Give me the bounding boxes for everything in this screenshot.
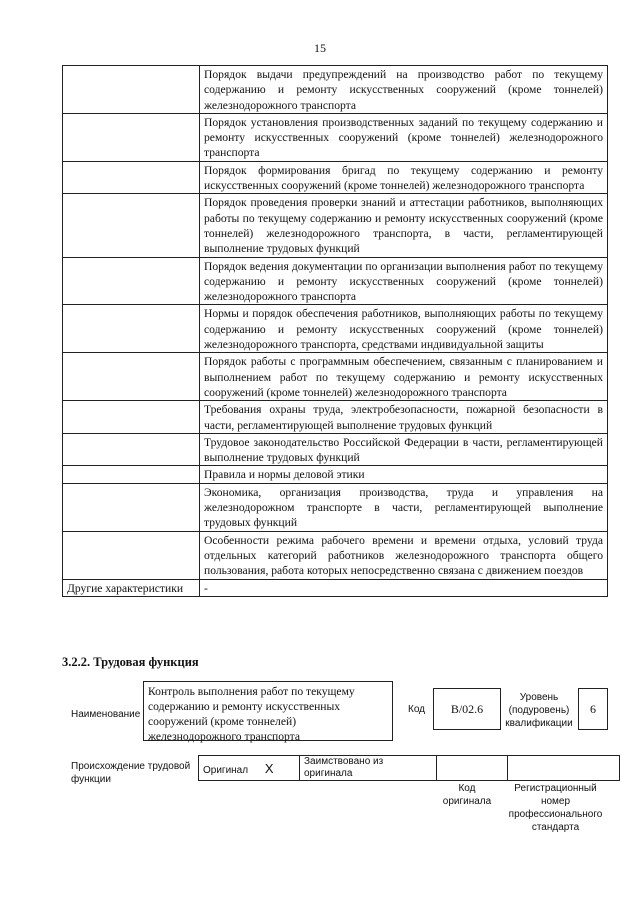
empty-cell	[63, 531, 200, 579]
empty-cell	[63, 433, 200, 466]
origin-table	[198, 755, 620, 781]
requirement-item: Порядок ведения документации по организации выполнения работ по текущему содержанию и ремонту искусственных сооружений (кроме тоннелей) железнодорожного транспорта	[200, 257, 608, 305]
empty-cell	[63, 305, 200, 353]
requirement-item: Порядок установления производственных заданий по текущему содержанию и ремонту искусственных сооружений (кроме тоннелей) железнодорожного транспорта	[200, 113, 608, 161]
table-row	[63, 401, 608, 434]
requirement-item: Нормы и порядок обеспечения работников, выполняющих работы по текущему содержанию и ремонту искусственных сооружений (кроме тоннелей) железнодорожного транспорта, средствами индивидуальной защиты	[200, 305, 608, 353]
function-name-box	[143, 681, 393, 741]
other-characteristics-label: Другие характеристики	[63, 579, 200, 596]
empty-cell	[63, 161, 200, 194]
empty-cell	[63, 466, 200, 483]
requirement-item: Порядок выдачи предупреждений на производство работ по текущему содержанию и ремонту искусственных сооружений (кроме тоннелей) железнодорожного транспорта	[200, 66, 608, 114]
table-row	[63, 466, 608, 483]
empty-cell	[63, 353, 200, 401]
origin-label: Происхождение трудовой функции	[71, 761, 191, 785]
level-value: 6	[590, 702, 596, 716]
reg-number-cell	[508, 756, 620, 781]
original-code-label: Код оригинала	[442, 783, 492, 807]
requirement-item: Порядок работы с программным обеспечением, связанным с планированием и выполнением работ по текущему содержанию и ремонту искусственных сооружений (кроме тоннелей) железнодорожного транспорта	[200, 353, 608, 401]
table-row	[199, 756, 620, 781]
function-name-value: Контроль выполнения работ по текущему содержанию и ремонту искусственных сооружений (кроме тоннелей) железнодорожного транспорта	[148, 685, 355, 743]
requirement-item: Правила и нормы деловой этики	[200, 466, 608, 483]
reg-number-label: Регистрационный номер профессионального стандарта	[508, 783, 603, 833]
section-title: 3.2.2. Трудовая функция	[62, 655, 199, 669]
table-row	[63, 66, 608, 114]
page-number: 15	[314, 41, 326, 55]
requirement-item: Экономика, организация производства, труда и управления на железнодорожном транспорте в части, регламентирующей выполнение трудовых функций	[200, 483, 608, 531]
requirement-item: Требования охраны труда, электробезопасности, пожарной безопасности в части, регламентирующей выполнение трудовых функций	[200, 401, 608, 434]
table-row	[63, 194, 608, 257]
table-row	[63, 353, 608, 401]
requirement-item: Порядок формирования бригад по текущему содержанию и ремонту искусственных сооружений (кроме тоннелей) железнодорожного транспорта	[200, 161, 608, 194]
code-value: B/02.6	[450, 702, 484, 716]
table-row	[63, 257, 608, 305]
name-label: Наименование	[71, 709, 141, 720]
table-row	[63, 483, 608, 531]
original-cell	[199, 756, 300, 781]
other-characteristics-value: -	[200, 579, 608, 596]
borrowed-label: Заимствовано из оригинала	[304, 756, 384, 779]
empty-cell	[63, 401, 200, 434]
requirements-table	[62, 65, 608, 597]
empty-cell	[63, 257, 200, 305]
code-label: Код	[408, 704, 426, 715]
original-label: Оригинал	[203, 764, 249, 776]
requirement-item: Порядок проведения проверки знаний и аттестации работников, выполняющих работы по текущему содержанию и ремонту искусственных сооружений (кроме тоннелей) железнодорожного транспорта, в части, регламентирующей выполнение трудовых функций	[200, 194, 608, 257]
table-row	[63, 305, 608, 353]
requirement-item: Особенности режима рабочего времени и времени отдыха, условий труда отдельных категорий работников железнодорожного транспорта общего пользования, работа которых непосредственно связана с движением поездов	[200, 531, 608, 579]
table-row	[63, 161, 608, 194]
level-box	[578, 688, 608, 730]
table-row	[63, 113, 608, 161]
empty-cell	[63, 113, 200, 161]
empty-cell	[63, 66, 200, 114]
table-row	[63, 579, 608, 596]
empty-cell	[63, 483, 200, 531]
requirement-item: Трудовое законодательство Российской Федерации в части, регламентирующей выполнение трудовых функций	[200, 433, 608, 466]
code-box	[433, 688, 501, 730]
original-mark: X	[264, 760, 274, 776]
table-row	[63, 433, 608, 466]
level-label: Уровень (подуровень) квалификации	[505, 692, 573, 729]
empty-cell	[63, 194, 200, 257]
original-code-cell	[437, 756, 508, 781]
borrowed-cell	[300, 756, 437, 781]
table-row	[63, 531, 608, 579]
